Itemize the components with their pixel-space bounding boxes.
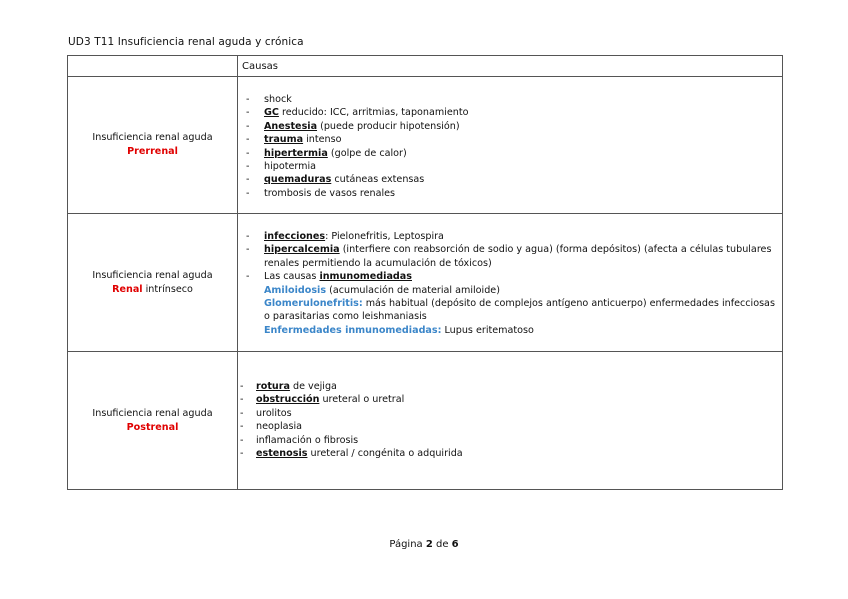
row-label-cell: [68, 77, 238, 214]
list-item: - neoplasia: [240, 420, 782, 433]
page-total: 6: [451, 539, 459, 550]
row-label-cell: [68, 352, 238, 490]
causes-cell: [238, 77, 783, 214]
list-item: - infecciones: Pielonefritis, Leptospira: [246, 230, 782, 243]
list-item: - shock: [246, 93, 782, 106]
table-header-row: [68, 56, 783, 77]
row-label-cell: [68, 214, 238, 352]
list-item: - hipertermia (golpe de calor): [246, 147, 782, 160]
row-type: Prerrenal: [127, 146, 178, 157]
list-item: - rotura de vejiga: [240, 380, 782, 393]
sub-item: Amiloidosis (acumulación de material amiloide): [264, 284, 500, 296]
row-label: Insuficiencia renal aguda: [92, 407, 213, 419]
row-type: Renal intrínseco: [112, 283, 193, 295]
row-label: Insuficiencia renal aguda: [92, 269, 213, 281]
row-label: Insuficiencia renal aguda: [92, 132, 213, 143]
causes-cell: [238, 352, 783, 490]
list-item: - hipercalcemia (interfiere con reabsorción de sodio y agua) (forma depósitos) (afecta a células tubulares renales permitiendo la acumulación de tóxicos): [246, 243, 782, 270]
list-item: - estenosis ureteral / congénita o adquirida: [240, 447, 782, 460]
document-header: UD3 T11 Insuficiencia renal aguda y crónica: [68, 36, 304, 48]
list-item: - quemaduras cutáneas extensas: [246, 173, 782, 186]
row-type: Postrenal: [126, 421, 179, 433]
sub-item: Enfermedades inmunomediadas: Lupus eritematoso: [264, 324, 534, 336]
list-item: - obstrucción ureteral o uretral: [240, 393, 782, 406]
list-item: - GC reducido: ICC, arritmias, taponamiento: [246, 106, 782, 119]
causes-list: [238, 380, 782, 460]
list-item: - urolitos: [240, 407, 782, 420]
causes-table: [67, 55, 783, 490]
table-row-renal: [68, 214, 783, 352]
causes-list: [238, 93, 782, 200]
table-row-postrenal: [68, 352, 783, 490]
sub-item: Glomerulonefritis: más habitual (depósito de complejos antígeno anticuerpo) enfermedades infecciosas o parasitarias como leishmaniasis: [264, 298, 775, 323]
empty-header-cell: [68, 56, 238, 77]
table-row-prerrenal: [68, 77, 783, 214]
column-header-causas: Causas: [238, 56, 783, 77]
list-item: - trauma intenso: [246, 133, 782, 146]
page-footer: Página 2 de 6: [389, 539, 459, 550]
list-item: - hipotermia: [246, 160, 782, 173]
list-item: - Anestesia (puede producir hipotensión): [246, 120, 782, 133]
list-item: - Las causas inmunomediadas: [246, 270, 782, 283]
causes-list: [238, 230, 782, 284]
list-item: - inflamación o fibrosis: [240, 434, 782, 447]
causes-cell: [238, 214, 783, 352]
list-item: - trombosis de vasos renales: [246, 187, 782, 200]
page-number: 2: [425, 539, 433, 550]
